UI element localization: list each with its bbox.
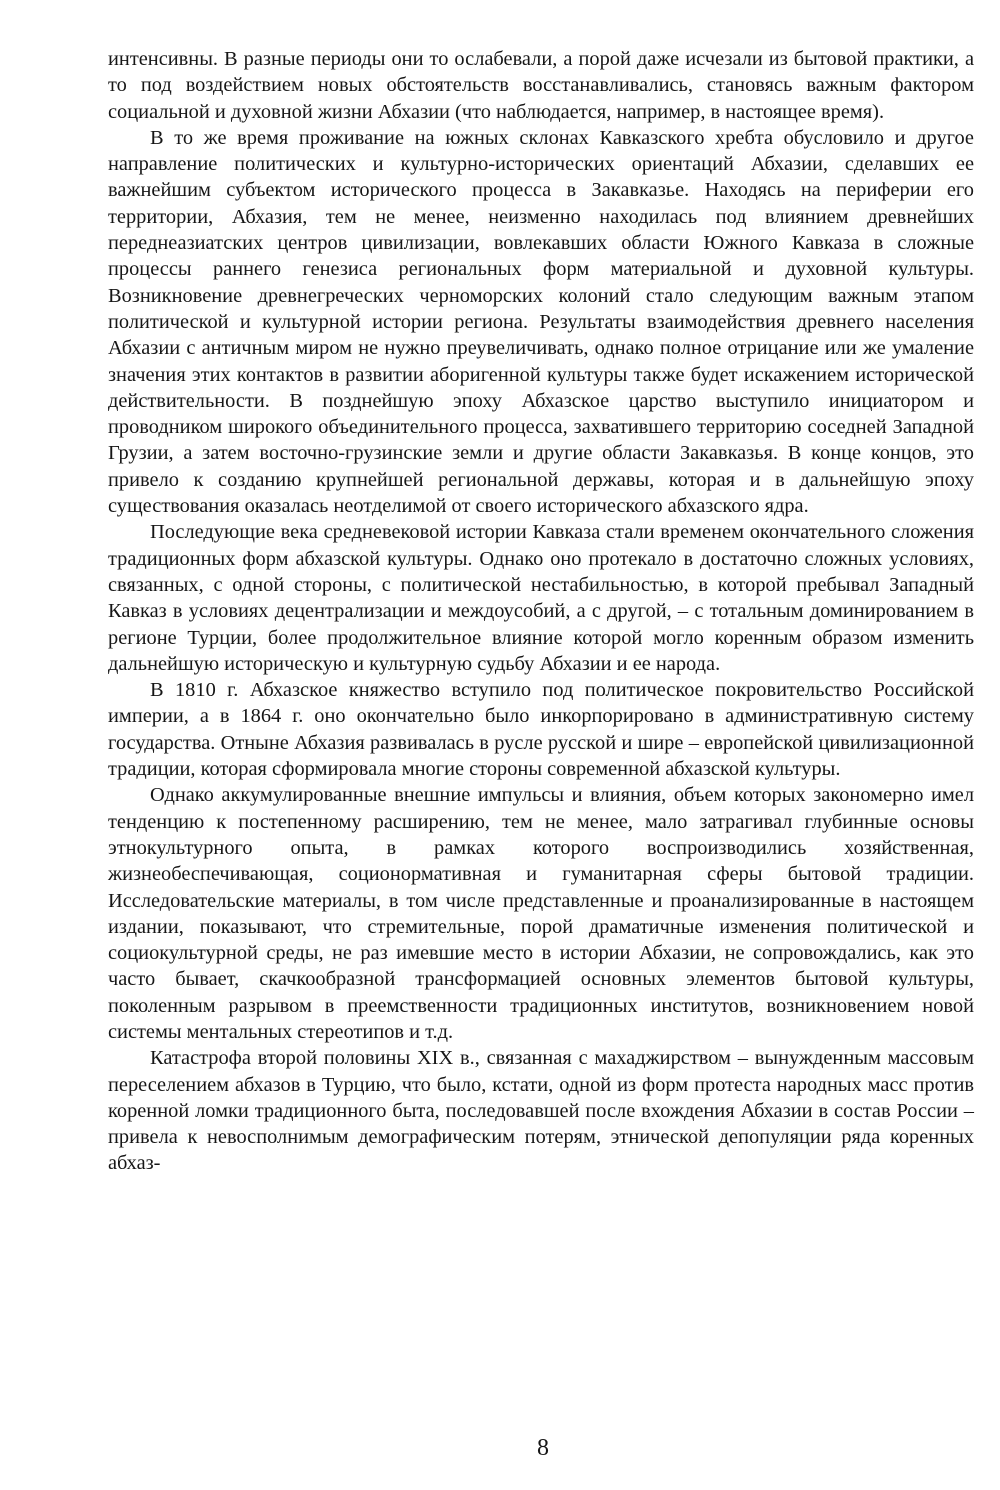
- paragraph: Однако аккумулированные внешние импульсы и влияния, объем которых закономерно имел тенденцию к постепенному расширению, тем не менее, мало затрагивал глубинные основы этнокультурного опыта, в рамках которого воспроизводились хозяйственная, жизнеобеспечивающая, соционормативная и гуманитарная сферы бытовой традиции. Исследовательские материалы, в том числе представленные и проанализированные в настоящем издании, показывают, что стремительные, порой драматичные изменения политической и социокультурной среды, не раз имевшие место в истории Абхазии, не сопровождались, как это часто бывает, скачкообразной трансформацией основных элементов бытовой культуры, поколенным разрывом в преемственности традиционных институтов, возникновением новой системы ментальных стереотипов и т.д.: [108, 784, 974, 1043]
- paragraph: В 1810 г. Абхазское княжество вступило под политическое покровительство Российской империи, а в 1864 г. оно окончательно было инкорпорировано в административную систему государства. Отныне Абхазия развивалась в русле русской и шире – европейской цивилизационной традиции, которая сформировала многие стороны современной абхазской культуры.: [108, 679, 974, 781]
- paragraph: Катастрофа второй половины XIX в., связанная с махаджирством – вынужденным массовым переселением абхазов в Турцию, что было, кстати, одной из форм протеста народных масс против коренной ломки традиционного быта, последовавшей после вхождения Абхазии в состав России – привела к невосполнимым демографическим потерям, этнической депопуляции ряда коренных абхаз-: [108, 1047, 974, 1175]
- paragraph: В то же время проживание на южных склонах Кавказского хребта обусловило и другое направление политических и культурно-исторических ориентаций Абхазии, сделавших ее важнейшим субъектом исторического процесса в Закавказье. Находясь на периферии его территории, Абхазия, тем не менее, неизменно находилась под влиянием древнейших переднеазиатских центров цивилизации, вовлекавших области Южного Кавказа в сложные процессы раннего генезиса региональных форм материальной и духовной культуры. Возникновение древнегреческих черноморских колоний стало следующим важным этапом политической и культурной истории региона. Результаты взаимодействия древнего населения Абхазии с античным миром не нужно преувеличивать, однако полное отрицание или же умаление значения этих контактов в развитии аборигенной культуры также будет искажением исторической действительности. В позднейшую эпоху Абхазское царство выступило инициатором и проводником широкого объединительного процесса, захватившего территорию соседней Западной Грузии, а затем восточно-грузинские земли и другие области Закавказья. В конце концов, это привело к созданию крупнейшей региональной державы, которая и в дальнейшую эпоху существования оказалась неотделимой от своего исторического абхазского ядра.: [108, 126, 974, 518]
- paragraph: Последующие века средневековой истории Кавказа стали временем окончательного сложения традиционных форм абхазской культуры. Однако оно протекало в достаточно сложных условиях, связанных, с одной стороны, с политической нестабильностью, в которой пребывал Западный Кавказ в условиях децентрализации и междоусобий, а с другой, – с тотальным доминированием в регионе Турции, более продолжительное влияние которой могло коренным образом изменить дальнейшую историческую и культурную судьбу Абхазии и ее народа.: [108, 521, 974, 675]
- page-number: 8: [537, 1435, 549, 1461]
- paragraph-continuation: интенсивны. В разные периоды они то ослабевали, а порой даже исчезали из бытовой практики, а то под воздействием новых обстоятельств восстанавливались, становясь важным фактором социальной и духовной жизни Абхазии (что наблюдается, например, в настоящее время).: [108, 48, 974, 123]
- body-text: [108, 46, 974, 1177]
